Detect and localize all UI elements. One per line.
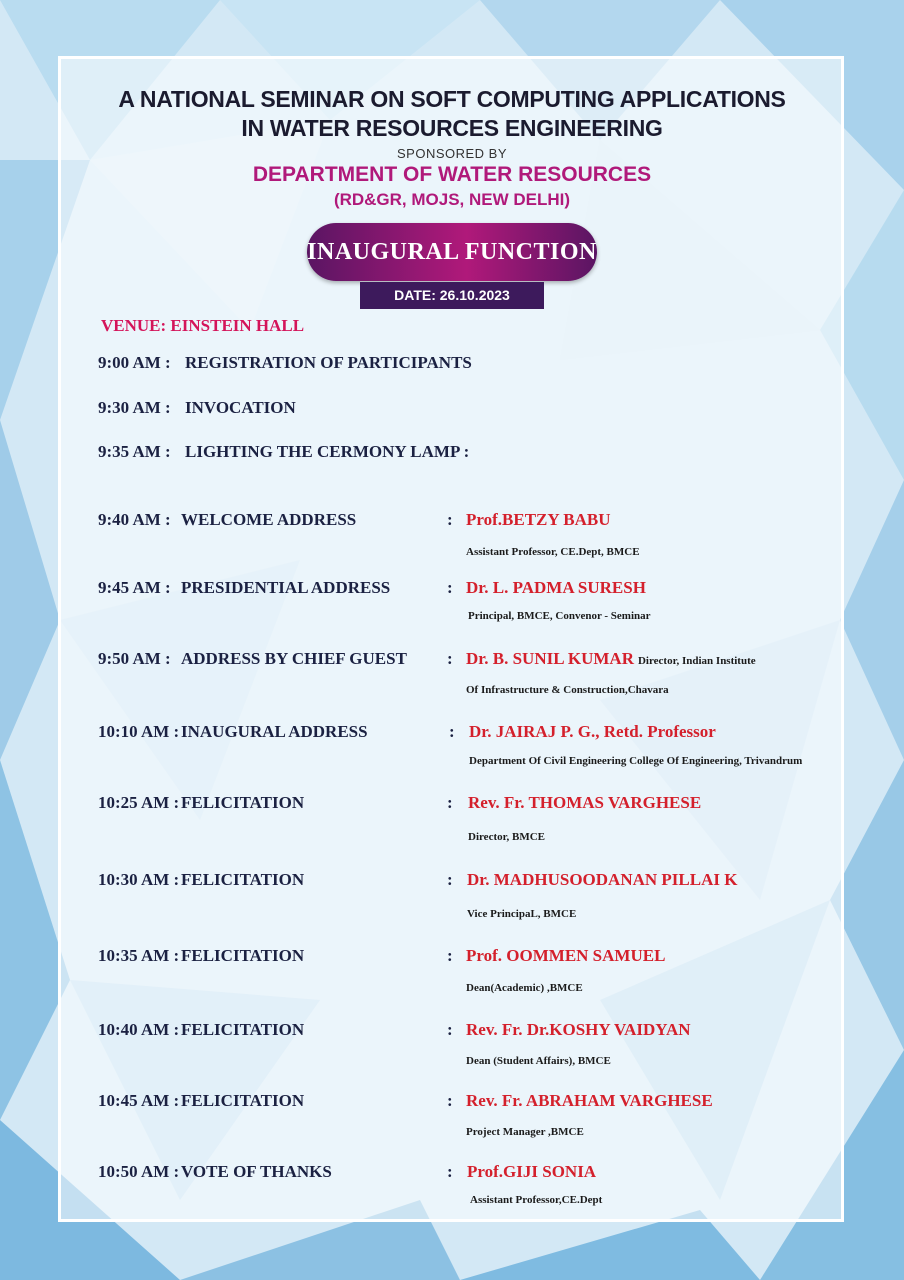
schedule-time: 9:30 AM : [98,398,171,417]
separator-colon: : [447,510,453,529]
separator-colon: : [447,578,453,597]
schedule-row [0,946,904,994]
schedule-time: 10:25 AM : [98,793,180,812]
speaker-role: Department Of Civil Engineering College Of Engineering, Trivandrum [469,755,803,767]
schedule-event: FELICITATION [181,946,305,965]
speaker-role: Vice PrincipaL, BMCE [467,908,577,920]
speaker-role-inline: Director, Indian Institute [637,655,756,667]
schedule-time: 10:40 AM : [98,1020,180,1039]
separator-colon: : [447,870,453,889]
schedule-time: 9:40 AM : [98,510,171,529]
department-name: DEPARTMENT OF WATER RESOURCES [252,163,652,186]
schedule-row [0,442,904,461]
schedule-row [0,1162,904,1206]
speaker-name: Rev. Fr. THOMAS VARGHESE [468,793,702,812]
speaker-name: Dr. L. PADMA SURESH [466,578,646,597]
speaker-name: Dr. MADHUSOODANAN PILLAI K [467,870,738,889]
schedule-row [0,793,904,843]
schedule-event: PRESIDENTIAL ADDRESS [181,578,391,597]
speaker-role: Director, BMCE [468,831,545,843]
separator-colon: : [447,649,453,668]
speaker-role: Assistant Professor, CE.Dept, BMCE [466,546,640,558]
schedule-time: 10:10 AM : [98,722,180,741]
speaker-name: Dr. JAIRAJ P. G., Retd. Professor [469,722,716,741]
separator-colon: : [447,793,453,812]
seminar-title-line-1: A NATIONAL SEMINAR ON SOFT COMPUTING APPLICATIONS [118,86,786,112]
speaker-name [466,649,756,669]
separator-colon: : [449,722,455,741]
speaker-role: Principal, BMCE, Convenor - Seminar [468,610,651,622]
schedule-event: FELICITATION [181,1020,305,1039]
date-label: DATE: 26.10.2023 [360,282,544,309]
schedule-row [0,1091,904,1138]
speaker-role: Project Manager ,BMCE [466,1126,584,1138]
schedule-event: ADDRESS BY CHIEF GUEST [181,649,407,668]
schedule-row [0,649,904,696]
speaker-name: Rev. Fr. ABRAHAM VARGHESE [466,1091,713,1110]
schedule-row [0,398,904,417]
schedule-row [0,870,904,920]
schedule-row [0,510,904,558]
schedule-time: 9:50 AM : [98,649,171,668]
speaker-role: Of Infrastructure & Construction,Chavara [466,684,669,696]
speaker-name: Rev. Fr. Dr.KOSHY VAIDYAN [466,1020,691,1039]
department-subtitle: (RD&GR, MOJS, NEW DELHI) [333,190,571,209]
seminar-title-line-2: IN WATER RESOURCES ENGINEERING [241,115,663,141]
speaker-role: Dean(Academic) ,BMCE [466,982,583,994]
speaker-name-text: Dr. B. SUNIL KUMAR [466,649,634,668]
schedule-event: VOTE OF THANKS [181,1162,332,1181]
schedule-event: WELCOME ADDRESS [181,510,357,529]
sponsored-by-label: SPONSORED BY [396,146,508,161]
speaker-name: Prof.GIJI SONIA [467,1162,597,1181]
schedule-event: FELICITATION [181,870,305,889]
schedule-time: 10:50 AM : [98,1162,180,1181]
schedule-event: INAUGURAL ADDRESS [181,722,368,741]
speaker-role: Dean (Student Affairs), BMCE [466,1055,611,1067]
schedule-time: 9:00 AM : [98,353,171,372]
schedule-event: INVOCATION [185,398,296,417]
schedule-event: FELICITATION [181,793,305,812]
schedule-row [0,353,904,372]
schedule-time: 10:35 AM : [98,946,180,965]
separator-colon: : [447,1162,453,1181]
separator-colon: : [447,946,453,965]
speaker-role: Assistant Professor,CE.Dept [470,1194,603,1206]
schedule-row [0,1020,904,1067]
separator-colon: : [447,1020,453,1039]
separator-colon: : [447,1091,453,1110]
speaker-name: Prof. OOMMEN SAMUEL [466,946,666,965]
venue-label: VENUE: EINSTEIN HALL [101,316,305,335]
function-title-badge: INAUGURAL FUNCTION [307,223,597,281]
schedule-time: 9:35 AM : [98,442,171,461]
schedule-time: 10:45 AM : [98,1091,180,1110]
schedule-time: 9:45 AM : [98,578,171,597]
schedule-time: 10:30 AM : [98,870,180,889]
schedule-row [0,722,904,767]
speaker-name: Prof.BETZY BABU [466,510,611,529]
schedule-row [0,578,904,622]
schedule-event: LIGHTING THE CERMONY LAMP : [185,442,470,461]
schedule-event: FELICITATION [181,1091,305,1110]
schedule-event: REGISTRATION OF PARTICIPANTS [185,353,472,372]
